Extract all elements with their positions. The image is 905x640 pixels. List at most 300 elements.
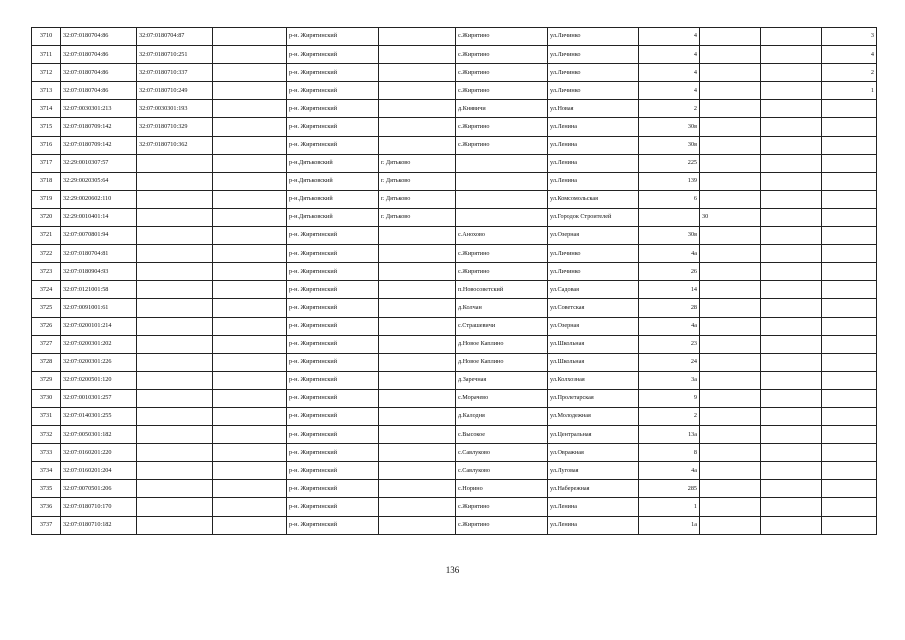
settlement-cell — [456, 208, 548, 226]
district-cell: р-н. Жирятинский — [287, 64, 379, 82]
row-number-cell: 3718 — [32, 172, 61, 190]
city-cell — [379, 46, 456, 64]
related-cadastral-number-cell — [137, 299, 213, 317]
related-cadastral-number-cell — [137, 389, 213, 407]
street-cell: ул.Советская — [548, 299, 639, 317]
street-cell: ул.Личинко — [548, 263, 639, 281]
flat-extra-cell — [761, 444, 822, 462]
building-number-cell — [700, 118, 761, 136]
district-cell: р-н. Жирятинский — [287, 462, 379, 480]
cadastral-number-cell: 32:07:0140301:255 — [61, 407, 137, 425]
table-row — [32, 516, 877, 534]
apartment-number-cell — [822, 444, 877, 462]
city-cell: г. Дятьково — [379, 154, 456, 172]
related-cadastral-number-cell — [137, 190, 213, 208]
row-number-cell: 3723 — [32, 263, 61, 281]
city-cell — [379, 480, 456, 498]
related-cadastral-number-cell — [137, 172, 213, 190]
building-number-cell — [700, 46, 761, 64]
related-cadastral-number-cell — [137, 245, 213, 263]
street-cell: ул.Пролетарская — [548, 389, 639, 407]
city-cell — [379, 245, 456, 263]
district-cell: р-н. Жирятинский — [287, 498, 379, 516]
district-cell: р-н. Жирятинский — [287, 407, 379, 425]
district-cell: р-н.Дятьковский — [287, 154, 379, 172]
flat-extra-cell — [761, 100, 822, 118]
building-number-cell — [700, 317, 761, 335]
related-cadastral-number-cell — [137, 263, 213, 281]
note-cell — [213, 46, 287, 64]
street-cell: ул.Луговая — [548, 462, 639, 480]
house-number-cell: 8 — [639, 444, 700, 462]
city-cell — [379, 389, 456, 407]
flat-extra-cell — [761, 245, 822, 263]
related-cadastral-number-cell: 32:07:0180710:249 — [137, 82, 213, 100]
table-row — [32, 263, 877, 281]
apartment-number-cell — [822, 172, 877, 190]
street-cell: ул.Ленина — [548, 154, 639, 172]
row-number-cell: 3730 — [32, 389, 61, 407]
settlement-cell: с.Страшевичи — [456, 317, 548, 335]
cadastral-number-cell: 32:29:0010307:57 — [61, 154, 137, 172]
district-cell: р-н. Жирятинский — [287, 389, 379, 407]
flat-extra-cell — [761, 353, 822, 371]
street-cell: ул.Озерная — [548, 227, 639, 245]
apartment-number-cell — [822, 263, 877, 281]
settlement-cell: с.Морачево — [456, 389, 548, 407]
building-number-cell — [700, 245, 761, 263]
row-number-cell: 3737 — [32, 516, 61, 534]
house-number-cell — [639, 208, 700, 226]
cadastral-number-cell: 32:07:0070801:94 — [61, 227, 137, 245]
row-number-cell: 3720 — [32, 208, 61, 226]
building-number-cell — [700, 353, 761, 371]
table-row — [32, 64, 877, 82]
related-cadastral-number-cell: 32:07:0180710:337 — [137, 64, 213, 82]
cadastral-number-cell: 32:07:0180704:86 — [61, 46, 137, 64]
related-cadastral-number-cell — [137, 444, 213, 462]
row-number-cell: 3734 — [32, 462, 61, 480]
district-cell: р-н. Жирятинский — [287, 317, 379, 335]
related-cadastral-number-cell — [137, 227, 213, 245]
house-number-cell: 14 — [639, 281, 700, 299]
row-number-cell: 3715 — [32, 118, 61, 136]
house-number-cell: 4 — [639, 46, 700, 64]
cadastral-number-cell: 32:07:0091001:61 — [61, 299, 137, 317]
street-cell: ул.Школьная — [548, 335, 639, 353]
note-cell — [213, 64, 287, 82]
apartment-number-cell: 1 — [822, 82, 877, 100]
street-cell: ул.Молодежная — [548, 407, 639, 425]
cadastral-number-cell: 32:07:0160201:204 — [61, 462, 137, 480]
house-number-cell: 225 — [639, 154, 700, 172]
table-row — [32, 480, 877, 498]
apartment-number-cell — [822, 208, 877, 226]
table-row — [32, 317, 877, 335]
row-number-cell: 3725 — [32, 299, 61, 317]
cadastral-number-cell: 32:07:0180704:86 — [61, 64, 137, 82]
city-cell — [379, 426, 456, 444]
building-number-cell — [700, 28, 761, 46]
settlement-cell: с.Жирятино — [456, 136, 548, 154]
cadastral-number-cell: 32:29:0020602:110 — [61, 190, 137, 208]
related-cadastral-number-cell — [137, 154, 213, 172]
city-cell: г. Дятьково — [379, 190, 456, 208]
cadastral-number-cell: 32:07:0180709:142 — [61, 118, 137, 136]
district-cell: р-н. Жирятинский — [287, 281, 379, 299]
district-cell: р-н.Дятьковский — [287, 190, 379, 208]
cadastral-number-cell: 32:07:0200301:226 — [61, 353, 137, 371]
note-cell — [213, 208, 287, 226]
settlement-cell: с.Жирятино — [456, 498, 548, 516]
apartment-number-cell — [822, 426, 877, 444]
settlement-cell: д.Княвичи — [456, 100, 548, 118]
district-cell: р-н. Жирятинский — [287, 28, 379, 46]
table-row — [32, 245, 877, 263]
street-cell: ул.Личинко — [548, 245, 639, 263]
house-number-cell: 6 — [639, 190, 700, 208]
note-cell — [213, 353, 287, 371]
cadastral-number-cell: 32:07:0180904:93 — [61, 263, 137, 281]
street-cell: ул.Ленина — [548, 118, 639, 136]
settlement-cell — [456, 172, 548, 190]
note-cell — [213, 100, 287, 118]
row-number-cell: 3735 — [32, 480, 61, 498]
row-number-cell: 3733 — [32, 444, 61, 462]
flat-extra-cell — [761, 498, 822, 516]
table-row — [32, 172, 877, 190]
city-cell: г. Дятьково — [379, 208, 456, 226]
house-number-cell: 30в — [639, 136, 700, 154]
row-number-cell: 3731 — [32, 407, 61, 425]
house-number-cell: 30в — [639, 227, 700, 245]
cadastral-number-cell: 32:07:0010301:257 — [61, 389, 137, 407]
flat-extra-cell — [761, 208, 822, 226]
table-row — [32, 299, 877, 317]
table-row — [32, 371, 877, 389]
city-cell — [379, 227, 456, 245]
city-cell — [379, 28, 456, 46]
table-row — [32, 154, 877, 172]
flat-extra-cell — [761, 480, 822, 498]
flat-extra-cell — [761, 299, 822, 317]
city-cell — [379, 299, 456, 317]
row-number-cell: 3728 — [32, 353, 61, 371]
district-cell: р-н. Жирятинский — [287, 263, 379, 281]
building-number-cell — [700, 389, 761, 407]
apartment-number-cell — [822, 389, 877, 407]
note-cell — [213, 371, 287, 389]
note-cell — [213, 136, 287, 154]
apartment-number-cell — [822, 154, 877, 172]
district-cell: р-н. Жирятинский — [287, 245, 379, 263]
house-number-cell: 4 — [639, 64, 700, 82]
related-cadastral-number-cell — [137, 462, 213, 480]
note-cell — [213, 407, 287, 425]
apartment-number-cell — [822, 516, 877, 534]
district-cell: р-н. Жирятинский — [287, 480, 379, 498]
street-cell: ул.Ленина — [548, 516, 639, 534]
house-number-cell: 9 — [639, 389, 700, 407]
note-cell — [213, 82, 287, 100]
row-number-cell: 3716 — [32, 136, 61, 154]
note-cell — [213, 498, 287, 516]
flat-extra-cell — [761, 516, 822, 534]
related-cadastral-number-cell — [137, 317, 213, 335]
street-cell: ул.Ленина — [548, 498, 639, 516]
street-cell: ул.Ленина — [548, 136, 639, 154]
settlement-cell: с.Жирятино — [456, 82, 548, 100]
note-cell — [213, 389, 287, 407]
flat-extra-cell — [761, 136, 822, 154]
related-cadastral-number-cell — [137, 516, 213, 534]
street-cell: ул.Колхозная — [548, 371, 639, 389]
flat-extra-cell — [761, 263, 822, 281]
related-cadastral-number-cell: 32:07:0180710:362 — [137, 136, 213, 154]
city-cell — [379, 281, 456, 299]
cadastral-number-cell: 32:07:0180710:170 — [61, 498, 137, 516]
settlement-cell: с.Жирятино — [456, 46, 548, 64]
street-cell: ул.Личинко — [548, 82, 639, 100]
settlement-cell: д.Новое Каплино — [456, 353, 548, 371]
flat-extra-cell — [761, 281, 822, 299]
table-row — [32, 444, 877, 462]
city-cell: г. Дятьково — [379, 172, 456, 190]
street-cell: ул.Школьная — [548, 353, 639, 371]
city-cell — [379, 371, 456, 389]
house-number-cell: 1а — [639, 516, 700, 534]
apartment-number-cell — [822, 462, 877, 480]
building-number-cell — [700, 462, 761, 480]
house-number-cell: 285 — [639, 480, 700, 498]
apartment-number-cell — [822, 335, 877, 353]
settlement-cell: с.Жирятино — [456, 64, 548, 82]
flat-extra-cell — [761, 389, 822, 407]
cadastral-number-cell: 32:07:0180704:86 — [61, 28, 137, 46]
district-cell: р-н. Жирятинский — [287, 371, 379, 389]
apartment-number-cell — [822, 498, 877, 516]
house-number-cell: 4 — [639, 82, 700, 100]
table-body — [32, 28, 877, 535]
note-cell — [213, 516, 287, 534]
street-cell: ул.Овражная — [548, 444, 639, 462]
street-cell: ул.Новая — [548, 100, 639, 118]
street-cell: ул.Озерная — [548, 317, 639, 335]
flat-extra-cell — [761, 172, 822, 190]
table-row — [32, 82, 877, 100]
flat-extra-cell — [761, 335, 822, 353]
row-number-cell: 3710 — [32, 28, 61, 46]
cadastral-number-cell: 32:07:0030301:213 — [61, 100, 137, 118]
building-number-cell — [700, 299, 761, 317]
cadastral-number-cell: 32:07:0200501:120 — [61, 371, 137, 389]
building-number-cell — [700, 407, 761, 425]
house-number-cell: 4 — [639, 28, 700, 46]
note-cell — [213, 245, 287, 263]
row-number-cell: 3714 — [32, 100, 61, 118]
flat-extra-cell — [761, 371, 822, 389]
flat-extra-cell — [761, 190, 822, 208]
apartment-number-cell — [822, 281, 877, 299]
district-cell: р-н. Жирятинский — [287, 335, 379, 353]
settlement-cell: с.Жирятино — [456, 245, 548, 263]
cadastral-number-cell: 32:29:0010401:14 — [61, 208, 137, 226]
district-cell: р-н.Дятьковский — [287, 208, 379, 226]
district-cell: р-н. Жирятинский — [287, 426, 379, 444]
related-cadastral-number-cell — [137, 281, 213, 299]
cadastral-number-cell: 32:29:0020305:64 — [61, 172, 137, 190]
apartment-number-cell — [822, 371, 877, 389]
related-cadastral-number-cell — [137, 498, 213, 516]
apartment-number-cell — [822, 245, 877, 263]
settlement-cell: с.Жирятино — [456, 28, 548, 46]
flat-extra-cell — [761, 407, 822, 425]
flat-extra-cell — [761, 227, 822, 245]
row-number-cell: 3736 — [32, 498, 61, 516]
flat-extra-cell — [761, 28, 822, 46]
house-number-cell: 4а — [639, 462, 700, 480]
apartment-number-cell — [822, 118, 877, 136]
street-cell: ул.Городок Строителей — [548, 208, 639, 226]
cadastral-number-cell: 32:07:0121001:58 — [61, 281, 137, 299]
related-cadastral-number-cell — [137, 426, 213, 444]
house-number-cell: 13а — [639, 426, 700, 444]
row-number-cell: 3711 — [32, 46, 61, 64]
building-number-cell — [700, 371, 761, 389]
note-cell — [213, 118, 287, 136]
district-cell: р-н. Жирятинский — [287, 227, 379, 245]
flat-extra-cell — [761, 118, 822, 136]
row-number-cell: 3721 — [32, 227, 61, 245]
city-cell — [379, 516, 456, 534]
note-cell — [213, 263, 287, 281]
cadastral-number-cell: 32:07:0200301:202 — [61, 335, 137, 353]
table-row — [32, 335, 877, 353]
apartment-number-cell: 4 — [822, 46, 877, 64]
house-number-cell: 30в — [639, 118, 700, 136]
house-number-cell: 28 — [639, 299, 700, 317]
city-cell — [379, 407, 456, 425]
note-cell — [213, 28, 287, 46]
district-cell: р-н. Жирятинский — [287, 299, 379, 317]
apartment-number-cell — [822, 317, 877, 335]
related-cadastral-number-cell — [137, 353, 213, 371]
cadastral-number-cell: 32:07:0070501:206 — [61, 480, 137, 498]
page-number: 136 — [445, 565, 460, 575]
street-cell: ул.Садовая — [548, 281, 639, 299]
settlement-cell: д.Заречная — [456, 371, 548, 389]
table-row — [32, 190, 877, 208]
note-cell — [213, 480, 287, 498]
district-cell: р-н. Жирятинский — [287, 136, 379, 154]
row-number-cell: 3722 — [32, 245, 61, 263]
apartment-number-cell — [822, 136, 877, 154]
settlement-cell: с.Анохово — [456, 227, 548, 245]
building-number-cell — [700, 227, 761, 245]
house-number-cell: 26 — [639, 263, 700, 281]
street-cell: ул.Личинко — [548, 28, 639, 46]
city-cell — [379, 335, 456, 353]
street-cell: ул.Личинко — [548, 46, 639, 64]
district-cell: р-н. Жирятинский — [287, 444, 379, 462]
city-cell — [379, 462, 456, 480]
apartment-number-cell — [822, 190, 877, 208]
flat-extra-cell — [761, 82, 822, 100]
city-cell — [379, 136, 456, 154]
cadastral-number-cell: 32:07:0200101:214 — [61, 317, 137, 335]
building-number-cell — [700, 136, 761, 154]
related-cadastral-number-cell: 32:07:0030301:193 — [137, 100, 213, 118]
district-cell: р-н. Жирятинский — [287, 100, 379, 118]
related-cadastral-number-cell: 32:07:0180710:251 — [137, 46, 213, 64]
street-cell: ул.Центральная — [548, 426, 639, 444]
note-cell — [213, 462, 287, 480]
city-cell — [379, 353, 456, 371]
building-number-cell — [700, 516, 761, 534]
cadastral-number-cell: 32:07:0160201:220 — [61, 444, 137, 462]
cadastral-number-cell: 32:07:0180704:86 — [61, 82, 137, 100]
settlement-cell — [456, 154, 548, 172]
district-cell: р-н. Жирятинский — [287, 46, 379, 64]
settlement-cell: д.Новое Каплино — [456, 335, 548, 353]
settlement-cell: с.Жирятино — [456, 263, 548, 281]
table-row — [32, 426, 877, 444]
apartment-number-cell — [822, 100, 877, 118]
flat-extra-cell — [761, 154, 822, 172]
city-cell — [379, 444, 456, 462]
table-row — [32, 46, 877, 64]
district-cell: р-н. Жирятинский — [287, 118, 379, 136]
street-cell: ул.Комсомольская — [548, 190, 639, 208]
building-number-cell — [700, 426, 761, 444]
note-cell — [213, 190, 287, 208]
house-number-cell: 4а — [639, 245, 700, 263]
district-cell: р-н.Дятьковский — [287, 172, 379, 190]
table-row — [32, 136, 877, 154]
house-number-cell: 24 — [639, 353, 700, 371]
city-cell — [379, 263, 456, 281]
note-cell — [213, 299, 287, 317]
house-number-cell: 3а — [639, 371, 700, 389]
note-cell — [213, 444, 287, 462]
related-cadastral-number-cell — [137, 371, 213, 389]
related-cadastral-number-cell: 32:07:0180704:87 — [137, 28, 213, 46]
table-row — [32, 100, 877, 118]
street-cell: ул.Ленина — [548, 172, 639, 190]
apartment-number-cell — [822, 407, 877, 425]
settlement-cell: с.Высокое — [456, 426, 548, 444]
city-cell — [379, 317, 456, 335]
settlement-cell: с.Жирятино — [456, 118, 548, 136]
row-number-cell: 3713 — [32, 82, 61, 100]
row-number-cell: 3726 — [32, 317, 61, 335]
related-cadastral-number-cell — [137, 208, 213, 226]
cadastral-number-cell: 32:07:0180710:182 — [61, 516, 137, 534]
house-number-cell: 4а — [639, 317, 700, 335]
table-row — [32, 227, 877, 245]
table-row — [32, 118, 877, 136]
related-cadastral-number-cell — [137, 335, 213, 353]
building-number-cell — [700, 263, 761, 281]
city-cell — [379, 498, 456, 516]
settlement-cell — [456, 190, 548, 208]
flat-extra-cell — [761, 462, 822, 480]
note-cell — [213, 227, 287, 245]
building-number-cell — [700, 100, 761, 118]
apartment-number-cell — [822, 353, 877, 371]
house-number-cell: 2 — [639, 100, 700, 118]
apartment-number-cell: 3 — [822, 28, 877, 46]
